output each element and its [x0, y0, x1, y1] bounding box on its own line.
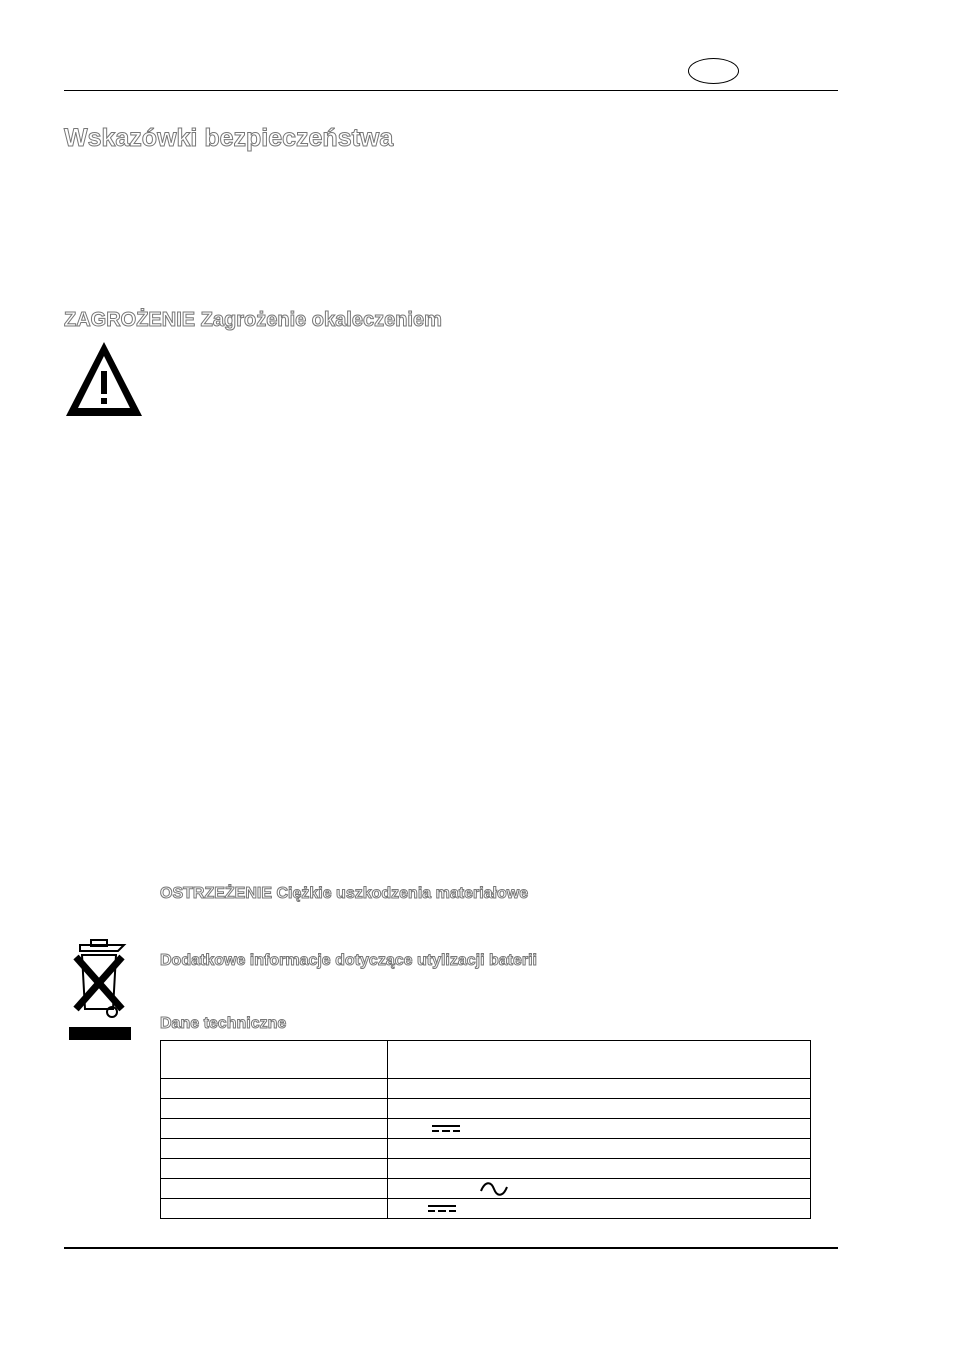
- dc-symbol-icon: [432, 1124, 460, 1134]
- table-row: [161, 1139, 811, 1159]
- table-row: [161, 1199, 811, 1219]
- table-cell-label: [161, 1179, 388, 1199]
- table-cell-label: [161, 1159, 388, 1179]
- table-cell-label: [161, 1119, 388, 1139]
- warning-heading: OSTRZEŻENIE Ciężkie uszkodzenia materiałowe: [160, 885, 529, 902]
- table-row: [161, 1079, 811, 1099]
- table-cell-label: [161, 1139, 388, 1159]
- tech-data-table: [160, 1040, 811, 1219]
- tech-data-heading: Dane techniczne: [160, 1015, 287, 1032]
- table-cell-value: [388, 1179, 811, 1199]
- table-cell-value: [388, 1159, 811, 1179]
- ac-symbol-icon: [480, 1182, 508, 1196]
- danger-heading: ZAGROŻENIE Zagrożenie okaleczeniem: [64, 309, 442, 331]
- table-cell-value: [388, 1139, 811, 1159]
- footer-rule: [64, 1247, 838, 1249]
- page-title: Wskazówki bezpieczeństwa: [64, 124, 394, 152]
- table-cell-label: [161, 1199, 388, 1219]
- table-cell-label: [161, 1099, 388, 1119]
- header-rule: [64, 90, 838, 91]
- table-cell-label: [161, 1079, 388, 1099]
- table-cell-value: [388, 1041, 811, 1079]
- table-cell-value: [388, 1119, 811, 1139]
- table-row: [161, 1179, 811, 1199]
- table-row: [161, 1159, 811, 1179]
- language-badge: [688, 58, 739, 84]
- table-row: [161, 1099, 811, 1119]
- warning-triangle-icon: [64, 340, 144, 418]
- crossed-out-wheelie-bin-icon: [66, 937, 132, 1041]
- table-row: [161, 1041, 811, 1079]
- table-cell-value: [388, 1199, 811, 1219]
- table-cell-label: [161, 1041, 388, 1079]
- table-row: [161, 1119, 811, 1139]
- table-cell-value: [388, 1079, 811, 1099]
- battery-disposal-heading: Dodatkowe informacje dotyczące utylizacji baterii: [160, 952, 537, 969]
- table-cell-value: [388, 1099, 811, 1119]
- dc-symbol-icon: [428, 1204, 456, 1214]
